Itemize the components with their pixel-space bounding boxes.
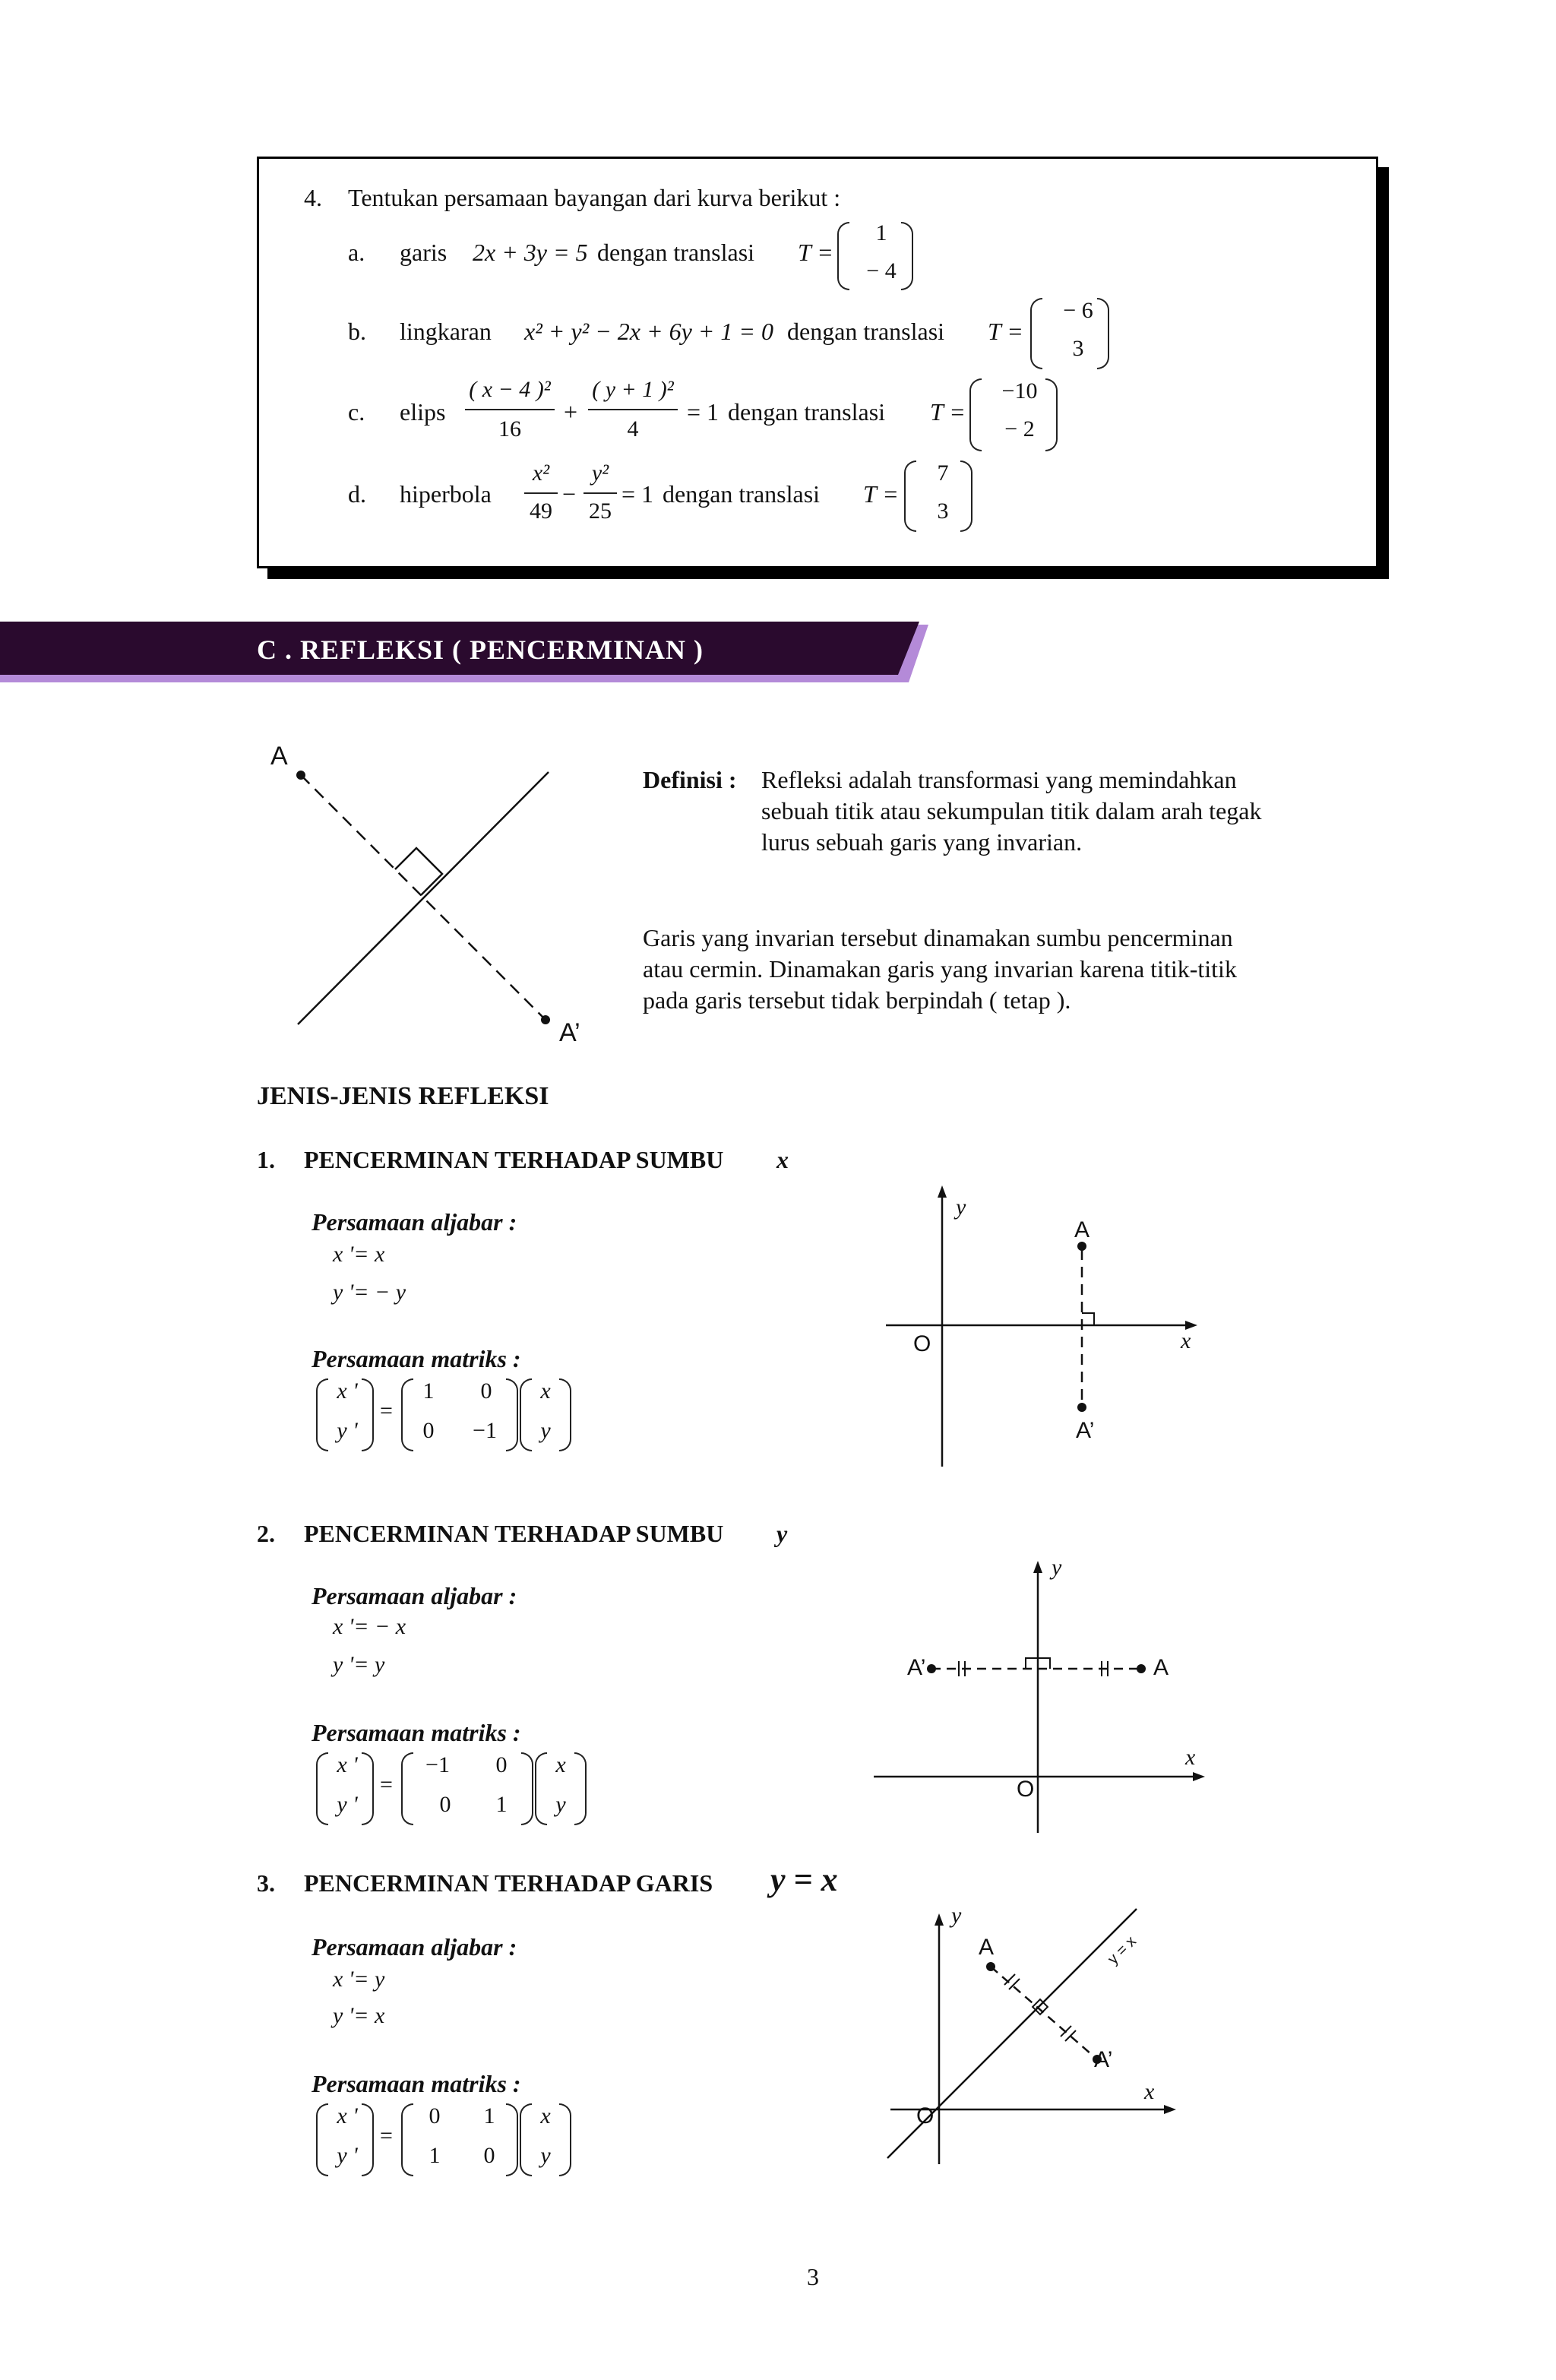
reflection-2-number: 2.: [257, 1520, 275, 1547]
reflection-1-matrix-label: Persamaan matriks :: [312, 1345, 521, 1372]
reflection-1-origin: O: [913, 1331, 931, 1356]
reflection-2-m22: 1: [495, 1792, 508, 1817]
reflection-2-alg-1: x '= − x: [333, 1614, 406, 1639]
reflection-2-equals: =: [380, 1772, 393, 1797]
reflection-2-axis: y: [776, 1520, 788, 1547]
reflection-3-m21: 1: [429, 2143, 441, 2168]
reflection-1-rhs-1: x: [540, 1378, 551, 1404]
item-c-den2: 4: [627, 416, 639, 442]
reflection-3-line-label: y = x: [1105, 1932, 1140, 1968]
reflection-2-matrix-right-paren: [521, 1752, 533, 1825]
reflection-1-lhs-left-paren: [316, 1378, 328, 1451]
reflection-1-rhs-right-paren: [559, 1378, 571, 1451]
item-c-translation-text: dengan translasi: [728, 398, 886, 426]
reflection-3-alg-2: y '= x: [333, 2003, 385, 2028]
item-d-num2: y²: [591, 460, 609, 486]
reflection-3-matrix-right-paren: [506, 2103, 518, 2176]
reflection-3-title: PENCERMINAN TERHADAP GARIS: [304, 1869, 713, 1897]
item-d-minus: −: [562, 480, 577, 508]
reflection-3-alg-1: x '= y: [333, 1967, 385, 1992]
reflection-1-equals: =: [380, 1398, 393, 1423]
item-b-t1: − 6: [1063, 298, 1093, 323]
item-d-t1: 7: [937, 460, 949, 486]
reflection-2-figure: [866, 1558, 1216, 1839]
item-b-right-paren: [1097, 298, 1109, 369]
reflection-2-point-a: A: [1153, 1655, 1169, 1680]
item-c-den1: 16: [498, 416, 521, 442]
reflection-1-algebra-label: Persamaan aljabar :: [312, 1208, 517, 1236]
item-b-equation: x² + y² − 2x + 6y + 1 = 0: [524, 318, 773, 345]
definition-line-2: sebuah titik atau sekumpulan titik dalam arah tegak: [761, 797, 1262, 824]
reflection-1-point-a: A: [1074, 1217, 1090, 1242]
item-d-rhs: = 1: [621, 480, 654, 508]
reflection-1-m22: −1: [473, 1418, 497, 1443]
reflection-2-m21: 0: [439, 1792, 451, 1817]
reflection-2-rhs-right-paren: [574, 1752, 587, 1825]
item-d-kind: hiperbola: [400, 480, 492, 508]
item-b-translation-text: dengan translasi: [787, 318, 945, 345]
reflection-1-matrix-left-paren: [401, 1378, 413, 1451]
item-a-t2: − 4: [866, 258, 897, 283]
item-d-den1: 49: [530, 498, 552, 524]
item-a-right-paren: [901, 222, 913, 290]
reflection-1-x-axis-label: x: [1181, 1328, 1191, 1353]
item-a-letter: a.: [348, 239, 365, 266]
item-a-translation-text: dengan translasi: [597, 239, 755, 266]
item-a-left-paren: [837, 222, 849, 290]
reflection-2-m12: 0: [495, 1752, 508, 1777]
definition-line-3: lurus sebuah garis yang invarian.: [761, 828, 1083, 856]
reflection-3-equals: =: [380, 2123, 393, 2148]
reflection-3-point-a-prime: A’: [1094, 2047, 1113, 2072]
item-a-equation: 2x + 3y = 5: [473, 239, 588, 266]
reflection-3-y-axis-label: y: [951, 1903, 962, 1928]
reflection-1-point-a-prime: A’: [1076, 1418, 1095, 1443]
reflection-2-lhs-2: y ': [337, 1792, 358, 1817]
item-b-kind: lingkaran: [400, 318, 492, 345]
reflection-3-lhs-left-paren: [316, 2103, 328, 2176]
item-d-t-label: T =: [863, 480, 899, 508]
reflection-2-m11: −1: [425, 1752, 450, 1777]
reflection-2-title: PENCERMINAN TERHADAP SUMBU: [304, 1520, 724, 1547]
reflection-3-figure: [874, 1900, 1200, 2173]
reflection-3-m11: 0: [429, 2103, 441, 2128]
reflection-3-point-a: A: [979, 1935, 995, 1960]
item-c-fraction-bar-2: [588, 409, 678, 410]
reflection-3-m12: 1: [483, 2103, 495, 2128]
reflection-2-lhs-right-paren: [362, 1752, 374, 1825]
page-number: 3: [807, 2263, 819, 2290]
reflection-1-m12: 0: [480, 1378, 492, 1404]
reflection-2-alg-2: y '= y: [333, 1652, 385, 1677]
reflection-3-rhs-1: x: [540, 2103, 551, 2128]
item-c-right-paren: [1045, 378, 1058, 451]
reflection-1-alg-2: y '= − y: [333, 1280, 406, 1305]
definition-line-1: Refleksi adalah transformasi yang memindahkan: [761, 766, 1237, 793]
reflection-3-matrix-left-paren: [401, 2103, 413, 2176]
item-c-t1: −10: [1001, 378, 1038, 404]
exercise-number: 4.: [304, 184, 322, 211]
item-c-rhs: = 1: [687, 398, 719, 426]
reflection-1-title: PENCERMINAN TERHADAP SUMBU: [304, 1146, 724, 1173]
reflection-3-lhs-2: y ': [337, 2143, 358, 2168]
reflection-3-matrix-label: Persamaan matriks :: [312, 2070, 521, 2097]
reflection-1-y-axis-label: y: [956, 1195, 966, 1220]
reflection-3-origin: O: [916, 2103, 935, 2128]
reflection-3-algebra-label: Persamaan aljabar :: [312, 1933, 517, 1961]
reflection-1-axis: x: [776, 1146, 789, 1173]
item-d-letter: d.: [348, 480, 366, 508]
item-d-fraction-bar-1: [524, 492, 558, 494]
item-d-left-paren: [904, 460, 916, 532]
item-c-left-paren: [969, 378, 982, 451]
item-c-t-label: T =: [930, 398, 966, 426]
reflection-1-matrix-right-paren: [506, 1378, 518, 1451]
item-d-fraction-bar-2: [584, 492, 617, 494]
note-line-3: pada garis tersebut tidak berpindah ( tetap ).: [643, 986, 1071, 1014]
reflection-1-alg-1: x '= x: [333, 1242, 385, 1267]
reflection-1-figure: [881, 1185, 1208, 1474]
reflection-1-m11: 1: [422, 1378, 435, 1404]
item-c-letter: c.: [348, 398, 365, 426]
intro-reflection-figure: [258, 730, 623, 1049]
reflection-2-x-axis-label: x: [1185, 1745, 1196, 1770]
reflection-2-y-axis-label: y: [1052, 1555, 1062, 1580]
item-d-den2: 25: [589, 498, 612, 524]
reflection-2-rhs-1: x: [555, 1752, 566, 1777]
item-b-left-paren: [1030, 298, 1042, 369]
reflection-1-lhs-1: x ': [337, 1378, 358, 1404]
definition-label: Definisi :: [643, 766, 737, 793]
item-c-num1: ( x − 4 )²: [469, 377, 551, 402]
reflection-2-matrix-left-paren: [401, 1752, 413, 1825]
reflection-3-m22: 0: [483, 2143, 495, 2168]
reflection-3-rhs-right-paren: [559, 2103, 571, 2176]
item-b-t2: 3: [1072, 336, 1084, 361]
item-d-translation-text: dengan translasi: [663, 480, 821, 508]
item-c-t2: − 2: [1004, 416, 1035, 442]
reflection-1-m21: 0: [422, 1418, 435, 1443]
item-a-t-label: T =: [798, 239, 833, 266]
reflection-2-lhs-1: x ': [337, 1752, 358, 1777]
item-a-kind: garis: [400, 239, 448, 266]
reflection-3-lhs-1: x ': [337, 2103, 358, 2128]
reflection-3-rhs-2: y: [540, 2143, 551, 2168]
reflection-1-lhs-2: y ': [337, 1418, 358, 1443]
intro-point-a-prime: A’: [559, 1018, 580, 1047]
reflection-3-number: 3.: [257, 1869, 275, 1897]
item-c-plus: +: [564, 398, 578, 426]
item-b-t-label: T =: [988, 318, 1023, 345]
item-d-num1: x²: [532, 460, 550, 486]
item-c-num2: ( y + 1 )²: [592, 377, 674, 402]
section-title: C . REFLEKSI ( PENCERMINAN ): [257, 635, 704, 665]
reflection-1-rhs-2: y: [540, 1418, 551, 1443]
reflection-2-matrix-label: Persamaan matriks :: [312, 1719, 521, 1746]
item-d-right-paren: [960, 460, 972, 532]
reflection-2-point-a-prime: A’: [907, 1655, 926, 1680]
reflection-1-number: 1.: [257, 1146, 275, 1173]
intro-point-a: A: [270, 742, 288, 771]
item-b-letter: b.: [348, 318, 366, 345]
reflection-2-lhs-left-paren: [316, 1752, 328, 1825]
reflection-3-x-axis-label: x: [1144, 2079, 1155, 2104]
item-c-fraction-bar-1: [465, 409, 555, 410]
types-heading: JENIS-JENIS REFLEKSI: [257, 1082, 549, 1110]
exercise-prompt: Tentukan persamaan bayangan dari kurva berikut :: [348, 184, 841, 211]
reflection-2-rhs-2: y: [555, 1792, 566, 1817]
note-line-1: Garis yang invarian tersebut dinamakan sumbu pencerminan: [643, 924, 1233, 951]
item-a-t1: 1: [875, 220, 887, 245]
item-d-t2: 3: [937, 498, 949, 524]
reflection-2-algebra-label: Persamaan aljabar :: [312, 1582, 517, 1609]
reflection-3-line: y = x: [770, 1861, 838, 1898]
note-line-2: atau cermin. Dinamakan garis yang invarian karena titik-titik: [643, 955, 1237, 983]
item-c-kind: elips: [400, 398, 446, 426]
reflection-1-lhs-right-paren: [362, 1378, 374, 1451]
reflection-2-origin: O: [1017, 1777, 1035, 1802]
reflection-3-lhs-right-paren: [362, 2103, 374, 2176]
